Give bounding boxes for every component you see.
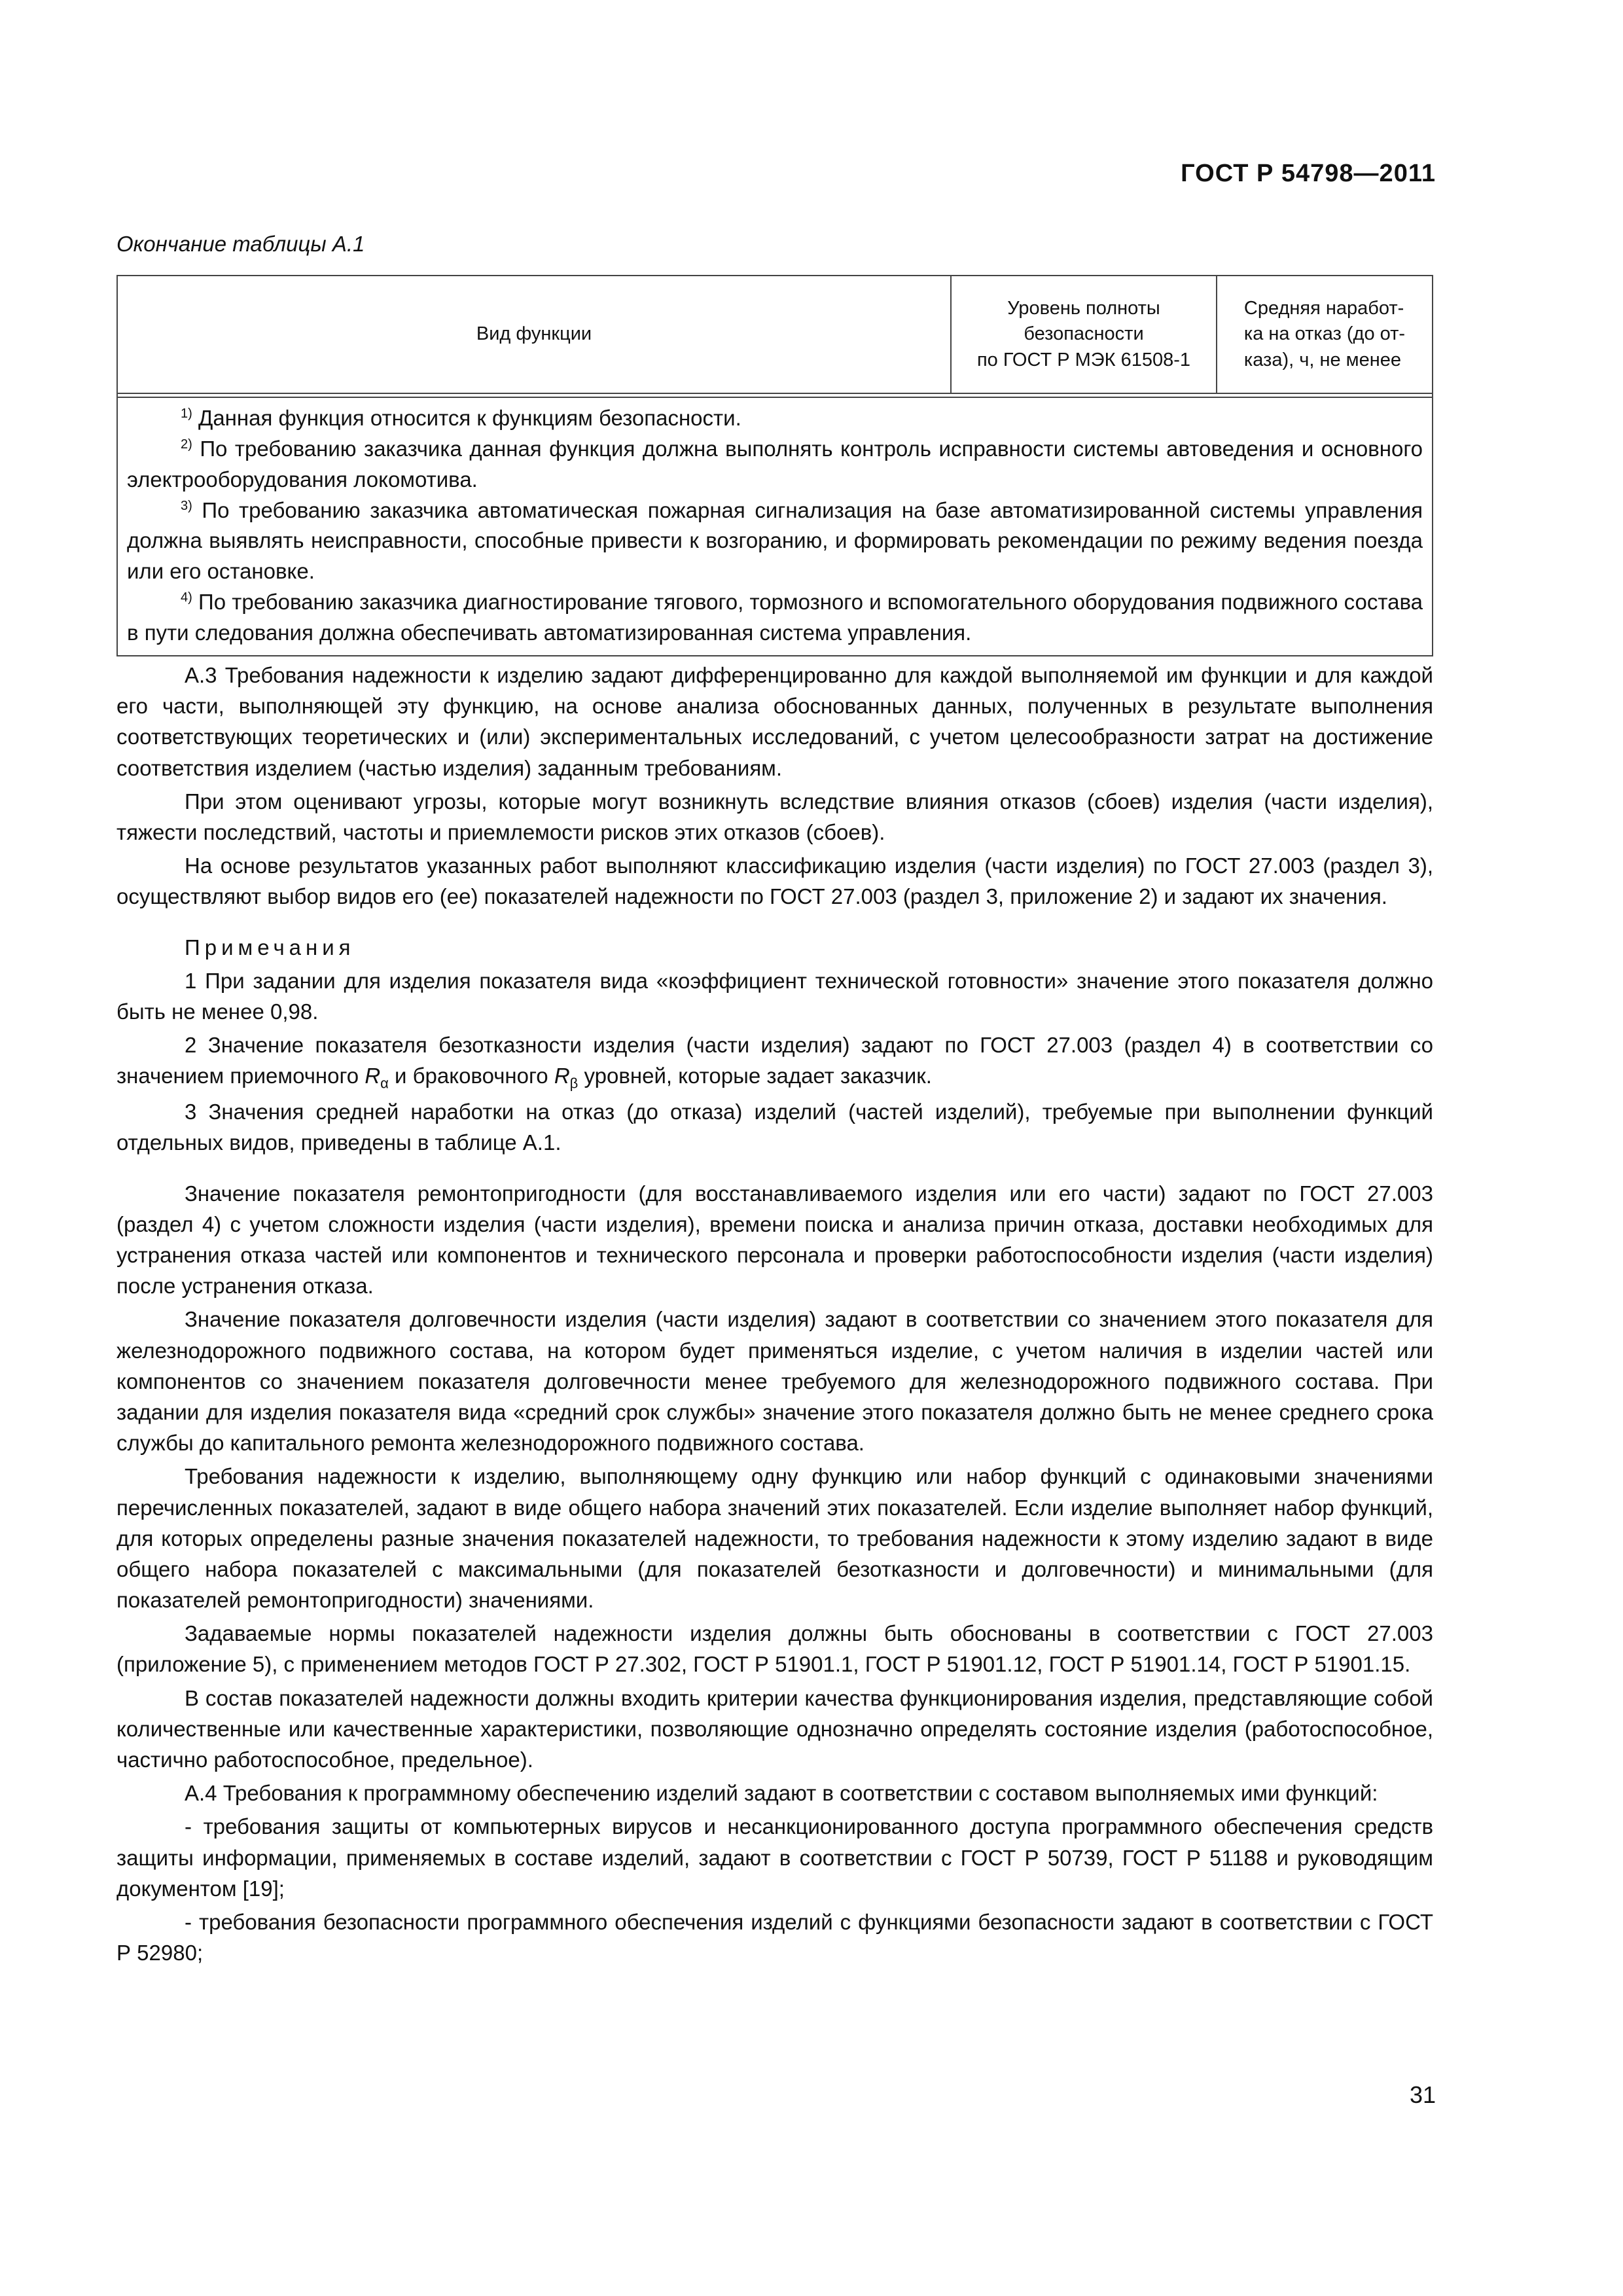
subscript-beta: β xyxy=(569,1075,579,1092)
paragraph: Задаваемые нормы показателей надежности изделия должны быть обоснованы в соответствии с ГОСТ 27.003 (приложение 5), с применением методов ГОСТ Р 27.302, ГОСТ Р 51901.1, ГОСТ Р 51901.12, ГОСТ Р 51901.14, ГОСТ Р 51901.15. xyxy=(116,1621,1433,1677)
note-1: 1 При задании для изделия показателя вида «коэффициент технической готовности» значение этого показателя должно быть не менее 0,98. xyxy=(116,968,1433,1024)
paragraph: Требования надежности к изделию, выполняющему одну функцию или набор функций с одинаковыми значениями перечисленных показателей, задают в виде общего набора значений этих показателей. Если изделие выполняет набор функций, для которых определены разные значения показателей надежности, то требования надежности к этому изделию задают в виде общего набора показателей с максимальными (для показателей безотказности и долговечности) и минимальными (для показателей ремонтопригодности) значениями. xyxy=(116,1464,1433,1613)
note-text: уровней, которые задает заказчик. xyxy=(578,1064,932,1088)
column-header-mtbf xyxy=(1216,276,1432,393)
col3-line: Средняя наработ- xyxy=(1243,297,1404,319)
footnote-text: По требованию заказчика автоматическая пожарная сигнализация на базе автоматизированной системы управления должна выявлять неисправности, способные привести к возгоранию, и формировать рекомендации по режиму ведения поезда или его остановке. xyxy=(127,497,1423,584)
table-header-row xyxy=(118,276,1432,394)
column-header-function-type: Вид функции xyxy=(476,323,592,345)
document-body xyxy=(116,660,1433,1971)
paragraph-a4: А.4 Требования к программному обеспечению изделий задают в соответствии с составом выполняемых ими функций: xyxy=(185,1781,1378,1806)
note-3: 3 Значения средней наработки на отказ (до отказа) изделий (частей изделий), требуемые при выполнении функций отдельных видов, приведены в таблице А.1. xyxy=(116,1100,1433,1155)
footnote-mark: 4) xyxy=(181,590,192,605)
col2-line: по ГОСТ Р МЭК 61508-1 xyxy=(976,349,1191,370)
footnote-4 xyxy=(127,587,1423,649)
footnote-mark: 2) xyxy=(181,437,192,452)
table-a1 xyxy=(116,275,1433,656)
footnote-text: По требованию заказчика диагностирование тягового, тормозного и вспомогательного оборудования подвижного состава в пути следования должна обеспечивать автоматизированная система управления. xyxy=(127,590,1423,645)
table-caption: Окончание таблицы А.1 xyxy=(116,232,365,256)
footnote-2 xyxy=(127,434,1423,495)
page-number: 31 xyxy=(1409,2081,1436,2108)
col3-line: ка на отказ (до от- xyxy=(1243,323,1406,345)
footnote-1 xyxy=(127,403,1423,434)
note-2 xyxy=(116,1030,1433,1094)
footnote-mark: 3) xyxy=(181,498,192,513)
column-header-safety-level xyxy=(950,276,1216,393)
footnote-mark: 1) xyxy=(181,406,192,421)
list-item: - требования безопасности программного обеспечения изделий с функциями безопасности задают в соответствии с ГОСТ Р 52980; xyxy=(116,1909,1433,1965)
list-item: - требования защиты от компьютерных вирусов и несанкционированного доступа программного обеспечения средств защиты информации, применяемых в составе изделий, задают в соответствии с ГОСТ Р 50739, ГОСТ Р 51188 и руководящим документом [19]; xyxy=(116,1814,1433,1901)
symbol-r: R xyxy=(554,1064,570,1088)
paragraph: На основе результатов указанных работ выполняют классификацию изделия (части изделия) по ГОСТ 27.003 (раздел 3), осуществляют выбор видов его (ее) показателей надежности по ГОСТ 27.003 (раздел 3, приложение 2) и задают их значения. xyxy=(116,853,1433,909)
symbol-r: R xyxy=(365,1064,381,1088)
footnote-text: Данная функция относится к функциям безопасности. xyxy=(198,406,741,430)
note-text: 2 Значение показателя безотказности изделия (части изделия) задают по ГОСТ 27.003 (раздел 4) в соответствии со значением приемочного xyxy=(116,1033,1433,1088)
col3-line: каза), ч, не менее xyxy=(1243,349,1401,370)
paragraph-a3: А.3 Требования надежности к изделию задают дифференцированно для каждой выполняемой им функции и для каждой его части, выполняющей эту функцию, на основе анализа обоснованных данных, полученных в результате выполнения соответствующих теоретических и (или) экспериментальных исследований, с учетом целесообразности затрат на достижение соответствия изделием (частью изделия) заданным требованиям. xyxy=(116,663,1433,780)
table-footnotes xyxy=(118,397,1432,655)
notes-heading: Примечания xyxy=(185,935,355,960)
footnote-3 xyxy=(127,495,1423,588)
paragraph: В состав показателей надежности должны входить критерии качества функционирования изделия, представляющие собой количественные или качественные характеристики, позволяющие однозначно определять состояние изделия (работоспособное, частично работоспособное, предельное). xyxy=(116,1685,1433,1772)
document-id: ГОСТ Р 54798—2011 xyxy=(1181,160,1436,187)
col2-line: Уровень полноты xyxy=(1007,297,1160,319)
paragraph: При этом оценивают угрозы, которые могут возникнуть вследствие влияния отказов (сбоев) изделия (части изделия), тяжести последствий, частоты и приемлемости рисков этих отказов (сбоев). xyxy=(116,789,1433,844)
col2-line: безопасности xyxy=(1024,323,1144,345)
paragraph: Значение показателя долговечности изделия (части изделия) задают в соответствии со значением этого показателя для железнодорожного подвижного состава, на котором будет применяться изделие, с учетом наличия в изделии частей или компонентов со значением показателя долговечности менее требуемого для железнодорожного подвижного состава. При задании для изделия показателя вида «средний срок службы» значение этого показателя должно быть не менее среднего срока службы до капитального ремонта железнодорожного подвижного состава. xyxy=(116,1307,1433,1456)
paragraph: Значение показателя ремонтопригодности (для восстанавливаемого изделия или его части) задают по ГОСТ 27.003 (раздел 4) с учетом сложности изделия (части изделия), времени поиска и анализа причин отказа, доставки необходимых для устранения отказа частей или компонентов и технического персонала и проверки работоспособности изделия (части изделия) после устранения отказа. xyxy=(116,1181,1433,1299)
footnote-text: По требованию заказчика данная функция должна выполнять контроль исправности системы автоведения и основного электрооборудования локомотива. xyxy=(127,436,1423,492)
note-text: и браковочного xyxy=(388,1064,554,1088)
subscript-alpha: α xyxy=(380,1075,389,1092)
